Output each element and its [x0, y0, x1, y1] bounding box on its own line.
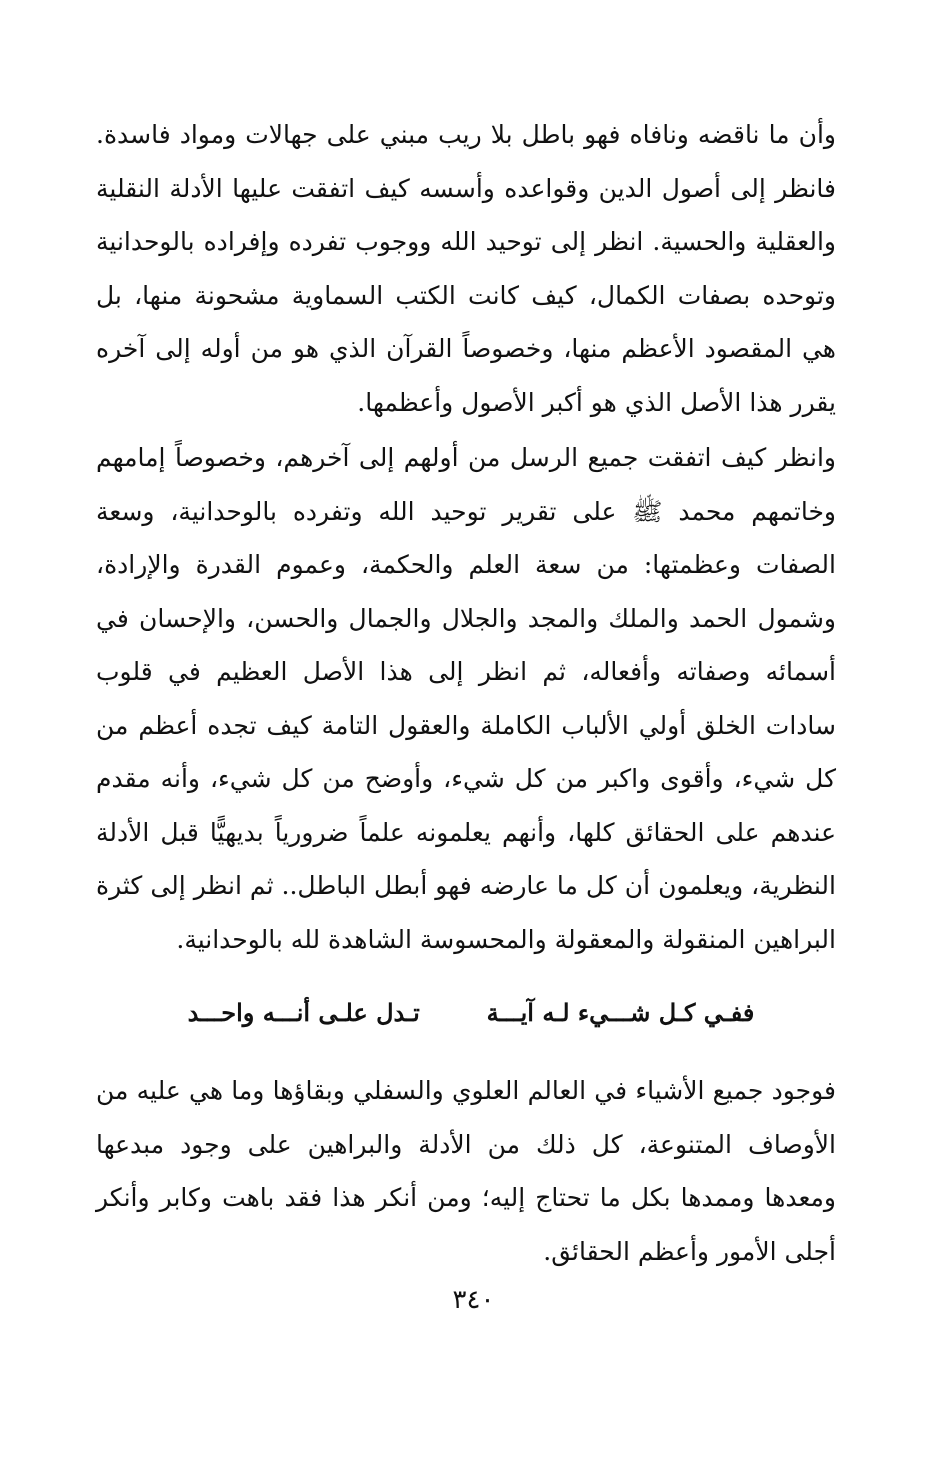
page-number: ٣٤٠ — [452, 1285, 495, 1315]
paragraph-1: وأن ما ناقضه ونافاه فهو باطل بلا ريب مبني على جهالات ومواد فاسدة. فانظر إلى أصول الدين وقواعده وأسسه كيف اتفقت عليها الأدلة النقلية والعقلية والحسية. انظر إلى توحيد الله ووجوب تفرده وإفراده بالوحدانية وتوحده بصفات الكمال، كيف كانت الكتب السماوية مشحونة منها، بل هي المقصود الأعظم منها، وخصوصاً القرآن الذي هو من أوله إلى آخره يقرر هذا الأصل الذي هو أكبر الأصول وأعظمها. — [96, 120, 836, 417]
paragraph-2: وانظر كيف اتفقت جميع الرسل من أولهم إلى آخرهم، وخصوصاً إمامهم وخاتمهم محمد ﷺ على تقرير توحيد الله وتفرده بالوحدانية، وسعة الصفات وعظمتها: من سعة العلم والحكمة، وعموم القدرة والإرادة، وشمول الحمد والملك والمجد والجلال والجمال والحسن، والإحسان في أسمائه وصفاته وأفعاله، ثم انظر إلى هذا الأصل العظيم في قلوب سادات الخلق أولي الألباب الكاملة والعقول التامة كيف تجده أعظم من كل شيء، وأقوى واكبر من كل شيء، وأوضح من كل شيء، وأنه مقدم عندهم على الحقائق كلها، وأنهم يعلمونه علماً ضرورياً بديهيًّا قبل الأدلة النظرية، ويعلمون أن كل ما عارضه فهو أبطل الباطل.. ثم انظر إلى كثرة البراهين المنقولة والمعقولة والمحسوسة الشاهدة لله بالوحدانية. — [96, 443, 836, 954]
paragraph-3: فوجود جميع الأشياء في العالم العلوي والسفلي وبقاؤها وما هي عليه من الأوصاف المتنوعة، كل ذلك من الأدلة والبراهين على وجود مبدعها ومعدها وممدها بكل ما تحتاج إليه؛ ومن أنكر هذا فقد باهت وكابر وأنكر أجلى الأمور وأعظم الحقائق. — [96, 1076, 836, 1266]
poetry-verse: ففـي كـل شـــيء لـه آيـــة تـدل علـى أنـــه واحـــد — [187, 998, 755, 1027]
page-body — [96, 108, 836, 1278]
